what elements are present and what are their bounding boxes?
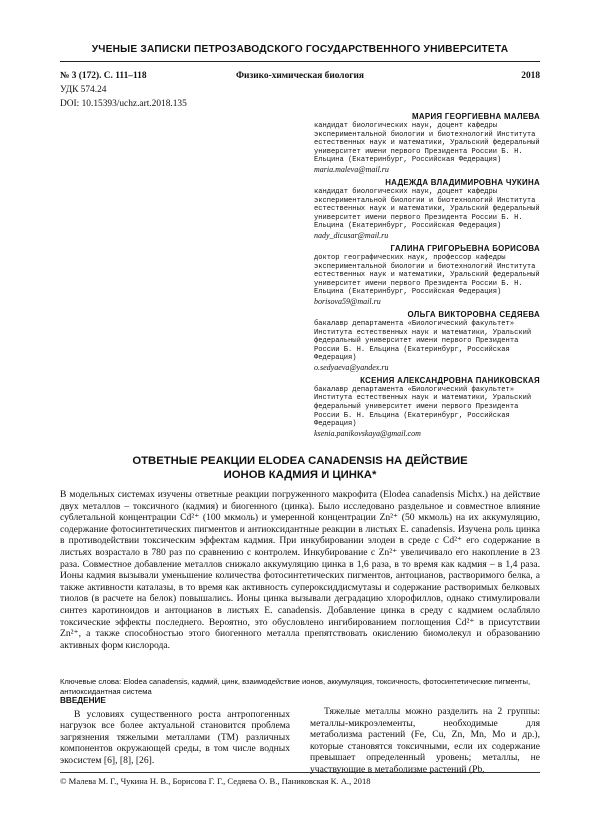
author-email[interactable]: ksenia.panikovskaya@gmail.com [314, 428, 421, 438]
issue-number: № 3 (172). С. 111–118 [60, 71, 147, 81]
intro-heading: ВВЕДЕНИЕ [60, 696, 106, 705]
copyright-line: © Малева М. Г., Чукина Н. В., Борисова Г. Г., Седяева О. В., Паниковская К. А., 2018 [60, 772, 540, 786]
author-name: МАРИЯ ГЕОРГИЕВНА МАЛЕВА [412, 112, 540, 121]
intro-right-column [310, 706, 540, 776]
author-affiliation: бакалавр департамента «Биологический факультет» Института естественных наук и математики, Уральский федеральный университет имени первого Президента России Б. Н. Ельцина (Екатеринбург, Российская Федерация) [314, 319, 532, 363]
author-affiliation: бакалавр департамента «Биологический факультет» Института естественных наук и математики, Уральский федеральный университет имени первого Президента России Б. Н. Ельцина (Екатеринбург, Российская Федерация) [314, 385, 532, 429]
author-email[interactable]: o.sedyaeva@yandex.ru [314, 362, 389, 372]
author-name: ГАЛИНА ГРИГОРЬЕВНА БОРИСОВА [390, 243, 540, 253]
author-name: НАДЕЖДА ВЛАДИМИРОВНА ЧУКИНА [385, 177, 540, 187]
author-affiliation: кандидат биологических наук, доцент кафедры экспериментальной биологии и биотехнологий Института естественных наук и математики, Уральский федеральный университет имени первого Президента России Б. Н. Ельцина (Екатеринбург, Российская Федерация) [314, 187, 540, 231]
author-name: ОЛЬГА ВИКТОРОВНА СЕДЯЕВА [407, 309, 540, 319]
intro-paragraph-right: Тяжелые металлы можно разделить на 2 группы: металлы-микроэлементы, необходимые для метаболизма растений (Fe, Cu, Zn, Mn, Mo и др.), которые становятся токсичными, если их содержание превышает определенный уровень; металлы, не участвующие в метаболизме растений (Pb, [310, 706, 540, 775]
doi: DOI: 10.15393/uchz.art.2018.135 [60, 99, 187, 109]
title-line-2: ИОНОВ КАДМИЯ И ЦИНКА* [223, 469, 377, 481]
author-block [314, 112, 540, 174]
intro-left-column [60, 695, 290, 767]
author-email[interactable]: maria.maleva@mail.ru [314, 164, 389, 174]
author-email[interactable]: borisova59@mail.ru [314, 296, 381, 306]
abstract: В модельных системах изучены ответные реакции погруженного макрофита (Elodea canadensis Michx.) на действие двух металлов – токсичного (кадмия) и биогенного (цинка). Было исследовано раздельное и совместное влияние сублетальной концентрации Cd²⁺ (100 мкмоль) и умеренной концентрации Zn²⁺ (50 мкмоль) на их аккумуляцию, содержание фотосинтетических пигментов и антиоксидантные реакции в листьях E. canadensis. Изучена роль цинка в противодействии токсическим эффектам кадмия. При инкубировании элодеи в среде с Cd²⁺ его содержание в листьях возрастало в 780 раз по сравнению с контролем. Инкубирование с Zn²⁺ увеличивало его накопление в 23 раза. Совместное добавление металлов снижало аккумуляцию цинка в 1,6 раза, в то время как кадмия – в 1,4 раза. Ионы кадмия вызывали уменьшение количества фотосинтетических пигментов, антоцианов, растворимого белка, а также активности каталазы, в то время как активность супероксиддисмутазы и содержание растворимых белковых тиолов (в расчете на белок) повышались. Ионы цинка вызывали деградацию хлорофиллов, однако стимулировали синтез каротиноидов и антоцианов в листьях E. canadensis. Добавление цинка в среду с кадмием ослабляло токсические эффекты последнего. Вероятно, это обусловлено ингибированием поглощения Cd²⁺ в присутствии Zn²⁺, а также способностью этого биогенного металла препятствовать окислению биомолекул и образованию активных форм кислорода. [60, 489, 540, 651]
keywords: Ключевые слова: Elodea canadensis, кадмий, цинк, взаимодействие ионов, аккумуляция, токсичность, фотосинтетические пигменты, антиоксидантная система [60, 677, 531, 696]
issue-year: 2018 [521, 71, 540, 81]
article-title [60, 454, 540, 482]
header-rule [60, 61, 540, 62]
intro-paragraph-left: В условиях существенного роста антропогенных нагрузок все более актуальной становится проблема загрязнения тяжелыми металлами (ТМ) различных компонентов окружающей среды, в том числе водных экосистем [6], [8], [26]. [60, 708, 290, 766]
author-block [314, 244, 540, 306]
author-list [314, 112, 540, 442]
author-name: КСЕНИЯ АЛЕКСАНДРОВНА ПАНИКОВСКАЯ [360, 375, 540, 385]
author-email[interactable]: nady_dicusar@mail.ru [314, 230, 389, 240]
author-block [314, 376, 540, 438]
title-line-1: ОТВЕТНЫЕ РЕАКЦИИ ELODEA CANADENSIS НА ДЕЙСТВИЕ [132, 455, 468, 467]
author-affiliation: кандидат биологических наук, доцент кафедры экспериментальной биологии и биотехнологий Института естественных наук и математики, Уральский федеральный университет имени первого Президента России Б. Н. Ельцина (Екатеринбург, Российская Федерация) [314, 122, 540, 165]
udc-code: УДК 574.24 [60, 85, 107, 95]
section-name: Физико-химическая биология [235, 71, 364, 81]
journal-header: УЧЕНЫЕ ЗАПИСКИ ПЕТРОЗАВОДСКОГО ГОСУДАРСТВЕННОГО УНИВЕРСИТЕТА [91, 44, 509, 55]
author-affiliation: доктор географических наук, профессор кафедры экспериментальной биологии и биотехнологий Института естественных наук и математики, Уральский федеральный университет имени первого Президента России Б. Н. Ельцина (Екатеринбург, Российская Федерация) [314, 253, 540, 297]
author-block [314, 178, 540, 240]
author-block [314, 310, 540, 372]
